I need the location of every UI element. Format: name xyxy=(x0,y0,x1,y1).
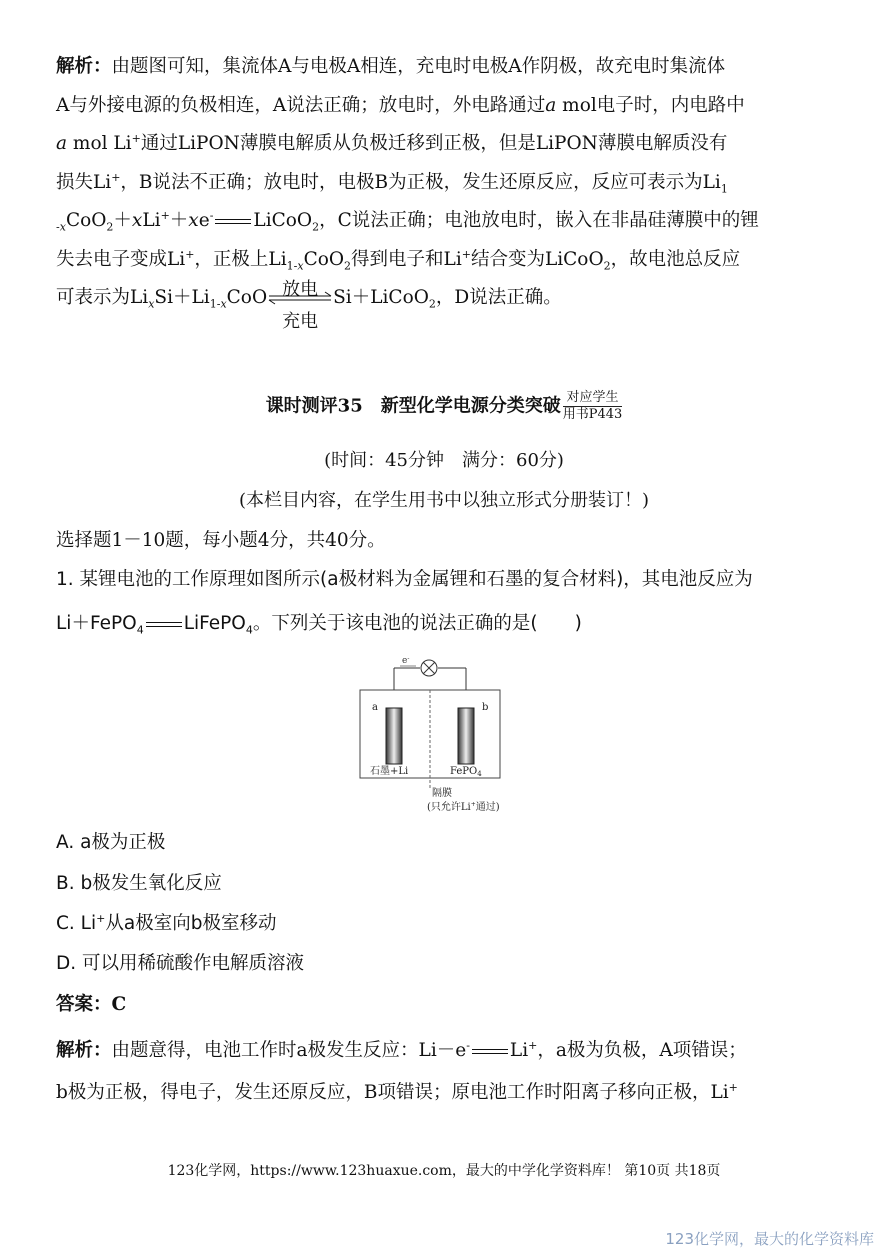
option-b: B. b极发生氧化反应 xyxy=(56,873,222,894)
superscript: + xyxy=(728,1080,738,1094)
analysis-text: b极为正极，得电子，发生还原反应，B项错误；原电池工作时阳离子移向正极，Li xyxy=(56,1082,729,1103)
option-c xyxy=(56,909,276,935)
analysis-text: ，故电池总反应 xyxy=(610,248,741,270)
analysis-2-line-1 xyxy=(56,1030,836,1072)
subscript: 4 xyxy=(136,623,144,637)
analysis-text: 损失Li xyxy=(56,171,112,193)
analysis-paragraph-2 xyxy=(56,1030,836,1114)
analysis-text: ＋ xyxy=(113,210,132,231)
arrow-label-discharge: 放电 xyxy=(282,279,319,300)
analysis-text: mol电子时，内电路中 xyxy=(556,94,745,116)
right-material-label: FePO$_4$ xyxy=(450,766,482,778)
analysis-label: 解析： xyxy=(56,56,112,77)
page-footer: 123化学网，https://www.123huaxue.com，最大的中学化学资料库！ 第10页 共18页 xyxy=(167,1163,721,1179)
electrolyte-container xyxy=(360,690,500,778)
analysis-text: A与外接电源的负极相连，A说法正确；放电时，外电路通过 xyxy=(56,94,546,116)
reversible-arrow xyxy=(267,279,333,332)
analysis-label: 解析： xyxy=(56,1040,112,1061)
superscript: - xyxy=(209,208,214,222)
analysis-text: Si＋LiCoO xyxy=(333,287,429,308)
binding-note: (本栏目内容，在学生用书中以独立形式分册装订！) xyxy=(238,490,650,511)
section-heading xyxy=(0,390,888,423)
superscript: + xyxy=(96,911,106,925)
electrode-b-label: b xyxy=(482,702,489,713)
answer-label: 答案： xyxy=(56,994,112,1015)
analysis-text: 失去电子变成Li xyxy=(56,248,186,270)
analysis-text: 得到电子和Li xyxy=(351,248,462,270)
analysis-text: CoO xyxy=(303,248,345,270)
time-info: (时间：45分钟 满分：60分) xyxy=(324,450,564,471)
question-text: Li＋FePO xyxy=(56,613,137,634)
electron-label: e- xyxy=(402,655,410,666)
analysis-line-1 xyxy=(56,48,836,87)
subscript: 2 xyxy=(344,259,352,273)
superscript: + xyxy=(160,208,170,222)
analysis-text: Si＋Li xyxy=(154,287,210,308)
superscript: + xyxy=(185,247,195,261)
heading-reference xyxy=(563,390,623,423)
analysis-text: ，正极上Li xyxy=(194,248,287,270)
variable-a: a xyxy=(545,94,557,116)
analysis-text: e xyxy=(198,210,210,231)
membrane-note: (只允许Li+通过) xyxy=(427,801,500,813)
option-a: A. a极为正极 xyxy=(56,832,166,853)
subscript: 4 xyxy=(245,623,253,637)
answer xyxy=(56,990,126,1016)
analysis-text: Li xyxy=(142,210,161,231)
battery-diagram xyxy=(350,650,530,820)
analysis-line-4 xyxy=(56,164,836,203)
analysis-text: CoO xyxy=(65,210,107,231)
option-d: D. 可以用稀硫酸作电解质溶液 xyxy=(56,953,305,974)
equal-sign-icon xyxy=(215,219,251,224)
question-1-line-2 xyxy=(56,602,836,646)
analysis-text: 由题意得，电池工作时a极发生反应：Li－e xyxy=(111,1040,467,1061)
subscript: 1- xyxy=(286,259,298,273)
analysis-line-3 xyxy=(56,125,836,164)
subscript: - xyxy=(56,220,60,234)
analysis-text: ，a极为负极，A项错误； xyxy=(537,1040,747,1061)
analysis-line-7 xyxy=(56,279,836,332)
subscript-x: x xyxy=(59,220,66,234)
left-material-label: 石墨+Li xyxy=(370,766,409,777)
analysis-line-2 xyxy=(56,87,836,126)
variable-x: x xyxy=(131,210,143,231)
watermark: 123化学网，最大的化学资料库 xyxy=(665,1230,874,1248)
question-text: LiFePO xyxy=(183,613,246,634)
electrode-b xyxy=(458,708,474,764)
analysis-line-5 xyxy=(56,202,836,241)
subscript: 2 xyxy=(428,297,436,311)
analysis-text: mol Li xyxy=(67,133,132,154)
heading-reference-top: 对应学生 xyxy=(563,390,623,407)
analysis-text: ＋ xyxy=(169,210,189,231)
subscript: 1 xyxy=(720,182,728,196)
question-1-line-1: 1. 某锂电池的工作原理如图所示(a极材料为金属锂和石墨的复合材料)，其电池反应为 xyxy=(56,569,753,590)
analysis-text: 通过LiPON薄膜电解质从负极迁移到正极，但是LiPON薄膜电解质没有 xyxy=(140,133,728,154)
equal-sign-icon xyxy=(472,1049,508,1054)
subscript: 1- xyxy=(209,297,221,311)
analysis-line-6 xyxy=(56,241,836,280)
electrode-a-label: a xyxy=(372,702,378,713)
superscript: + xyxy=(528,1038,538,1052)
analysis-text: 由题图可知，集流体A与电极A相连，充电时电极A作阴极，故充电时集流体 xyxy=(111,56,726,77)
answer-value: C xyxy=(111,994,127,1015)
subscript: 2 xyxy=(312,220,320,234)
subscript: 2 xyxy=(106,220,114,234)
analysis-text: ，C说法正确；电池放电时，嵌入在非晶硅薄膜中的锂 xyxy=(319,210,759,231)
subscript-x: x xyxy=(297,259,304,273)
analysis-text: ，D说法正确。 xyxy=(435,287,562,308)
option-c-text: C. Li xyxy=(56,913,97,934)
analysis-text: CoO xyxy=(226,287,268,308)
electrode-a xyxy=(386,708,402,764)
analysis-paragraph-1 xyxy=(56,48,836,332)
variable-x: x xyxy=(188,210,199,231)
variable-a: a xyxy=(56,133,68,154)
superscript: - xyxy=(466,1038,470,1052)
subscript-x: x xyxy=(220,297,227,311)
bulb-icon xyxy=(421,660,437,676)
equal-sign-icon xyxy=(146,622,182,627)
analysis-text: ，B说法不正确；放电时，电极B为正极，发生还原反应，反应可表示为Li xyxy=(120,171,721,193)
superscript: + xyxy=(111,170,121,184)
analysis-2-line-2 xyxy=(56,1072,836,1114)
heading-reference-bottom: 用书P443 xyxy=(562,407,623,422)
analysis-text: Li xyxy=(509,1040,529,1061)
question-text: 。下列关于该电池的说法正确的是( ) xyxy=(252,613,582,634)
subscript-x: x xyxy=(148,297,155,311)
subscript: 2 xyxy=(603,259,611,273)
membrane-label: 隔膜 xyxy=(432,788,452,799)
analysis-text: 结合变为LiCoO xyxy=(470,248,604,270)
analysis-text: LiCoO xyxy=(253,210,313,231)
arrow-label-charge: 充电 xyxy=(282,311,319,332)
analysis-text: 可表示为Li xyxy=(56,287,149,308)
heading-title: 课时测评35 新型化学电源分类突破 xyxy=(265,395,561,417)
section-instruction: 选择题1－10题，每小题4分，共40分。 xyxy=(56,530,386,551)
option-c-text: 从a极室向b极室移动 xyxy=(105,913,277,934)
superscript: + xyxy=(131,131,141,145)
question-1 xyxy=(56,558,836,646)
superscript: + xyxy=(461,247,471,261)
